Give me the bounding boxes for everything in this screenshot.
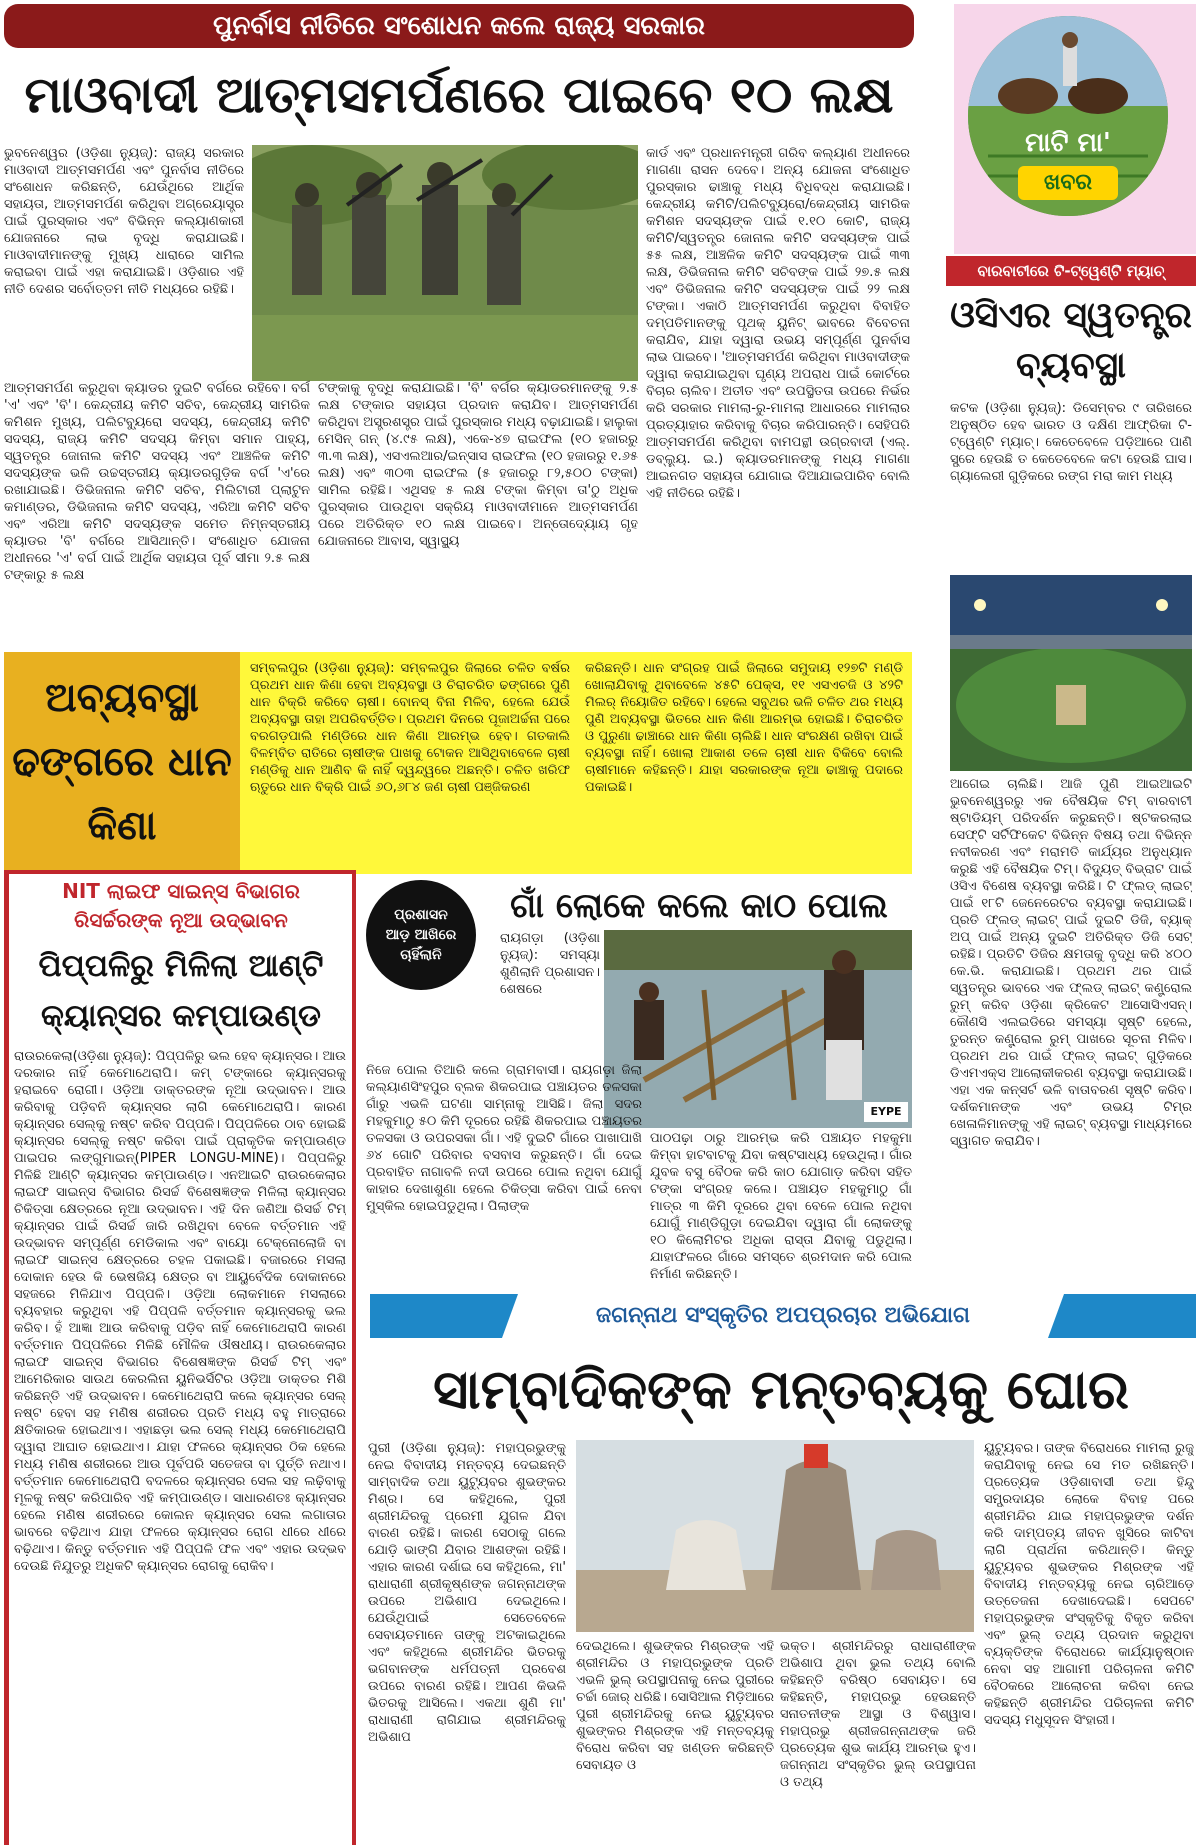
bridge-headline: ଗାଁ ଲୋକେ କଲେ କାଠ ପୋଲ: [510, 886, 888, 926]
nit-text: ରାଉରକେଲା(ଓଡ଼ିଶା ନ୍ୟୁଜ୍): ପିପ୍ପଳିରୁ ଭଲ ହେବ କ୍ୟାନ୍ସର। ଆଉ ଦରକାର ନାହିଁ କେମୋଥେରାପି। କମ୍ ଟଙ୍କାରେ କ୍ୟାନ୍ସରକୁ ହରାଇବେ ରୋଗୀ। ଓଡ଼ିଆ ଡାକ୍ତରଙ୍କ ନୂଆ ଉଦ୍ଭାବନ। ଆଉ କରିବାକୁ ପଡ଼ିବନି କ୍ୟାନ୍ସର ଲାଗି କେମୋଥେରାପି। କାରଣ କ୍ୟାନ୍ସର ସେଲ୍‌କୁ ନଷ୍ଟ କରିବ ପିପ୍ପଳି। ପିପ୍ପଳିରେ ଠାବ ହୋଇଛି କ୍ୟାନ୍ସର ସେଲ୍‌କୁ ନଷ୍ଟ କରିବା ପାଇଁ ପ୍ରାକୃତିକ କମ୍ପାଉଣ୍ଡ ପାଇପର ଲଙ୍ଗୁମାଇନ୍(PIPER LONGU-MINE)। ପିପ୍ପଳିରୁ ମିଳିଛି ଆଣ୍ଟି କ୍ୟାନ୍ସର କମ୍ପାଉଣ୍ଡ। ଏନଆଇଟି ରାଉରକେଲାର ଲାଇଫ ସାଇନ୍ସ ବିଭାଗର ରିସର୍ଚ୍ଚ ବିଶେଷଜ୍ଞଙ୍କ ମିଳିଲା କ୍ୟାନ୍ସର ଚିକିତ୍ସା କ୍ଷେତ୍ରରେ ନୂଆ ଉଦ୍ଭାବନ। ଏହି ଦିନ ଜଣିଆ ରିସର୍ଚ୍ଚ ଟିମ୍ କ୍ୟାନ୍ସର ପାଇଁ ରିସର୍ଚ୍ଚ ଜାରି ରଖିଥିବା ବେଳେ ବର୍ତ୍ତମାନ ଏହି ଉଦ୍ଭାବନ ସମ୍ପୂର୍ଣ୍ଣ ମେଡିକାଲ ଏବଂ ବାୟୋ ଟେକ୍ନୋଲୋଜି ବା ଲାଇଫ ସାଇନ୍ସ କ୍ଷେତ୍ରରେ ଚହଳ ପକାଇଛି। ବଜାରରେ ମସଲା ଦୋକାନ ହେଉ କି ଭେଷଜିୟ କ୍ଷେତ୍ର ବା ଆୟୁର୍ବେଦିକ ଦୋକାନରେ ସହଜରେ ମିଳିଯାଏ ପିପ୍ପଳି। ଓଡ଼ିଆ ଲୋକମାନେ ମସଲାରେ ବ୍ୟବହାର କରୁଥିବା ଏହି ପିପ୍ପଳି ବର୍ତ୍ତମାନ କ୍ୟାନ୍ସରକୁ ଭଲ କରିବ। ହଁ ଆଜ୍ଞା ଆଉ କରିବାକୁ ପଡ଼ିବ ନାହିଁ କେମୋଥେରାପି କାରଣ ବର୍ତ୍ତମାନ ପିପ୍ପଳିରେ ମିଳିଛି ମୌଳିକ ଔଷଧୀୟ। ରାଉରକେଲାର ଲାଇଫ ସାଇନ୍ସ ବିଭାଗର ବିଶେଷଜ୍ଞଙ୍କ ରିସର୍ଚ୍ଚ ଟିମ୍ ଏବଂ ଆମେରିକାର ସାଉଥ କେରଲିନା ୟୁନିଭର୍ସିଟିର ଓଡ଼ିଆ ଡାକ୍ତର ମିଶି କରିଛନ୍ତି ଏହି ଉଦ୍ଭାବନ। କେମୋଥେରାପି କଲେ କ୍ୟାନ୍ସର ସେଲ୍ ନଷ୍ଟ ହେବା ସହ ମଣିଷ ଶରୀରର ପ୍ରତି ମଧ୍ୟ ବହୁ ମାତ୍ରାରେ କ୍ଷତିକାରକ ହୋଇଥାଏ। ଏହାଛଡ଼ା ଭଲ ସେଲ୍ ମଧ୍ୟ କେମୋଥେରାପି ଦ୍ୱାରା ଆଘାତ ହୋଇଥାଏ। ଯାହା ଫଳରେ କ୍ୟାନ୍ସର ଠିକ ହେଲେ ମଧ୍ୟ ମଣିଷ ଶରୀରରେ ଆଉ ପୂର୍ବପରି ସତେଜତା ବା ପୁର୍ତ୍ତି ନଥାଏ। ବର୍ତ୍ତମାନ କେମୋଥେରାପି ବଦଳରେ କ୍ୟାନ୍ସର ସେଲ ସହ ଲଢ଼ିବାକୁ ମୂଳକୁ ନଷ୍ଟ କରିପାରିବ ଏହି କମ୍ପାଉଣ୍ଡ। ସାଧାରଣତଃ କ୍ୟାନ୍ସର ହେଲେ ମଣିଷ ଶରୀରରେ କୋଲନ କ୍ୟାନ୍ସର ସେଲ ଲଗାତାର ଭାବରେ ବଢ଼ିଥାଏ ଯାହା ଫଳରେ କ୍ୟାନ୍ସର ରୋଗ ଧୀରେ ଧୀରେ ବଢ଼ିଥାଏ। କିନ୍ତୁ ବର୍ତ୍ତମାନ ଏହି ପିପ୍ପଳି ଫଳ ଏବଂ ଏହାର ଉଦ୍ଭବ ଦେଉଛି ନିଯୁତରୁ ଅଧିକଟି କ୍ୟାନ୍ସର ରୋଗକୁ ରୋକିବ।: [14, 1049, 346, 1574]
top-col3-text: କାର୍ଡ ଏବଂ ପ୍ରଧାନମନ୍ତ୍ରୀ ଗରିବ କଲ୍ୟାଣ ଅଧୀନରେ ମାଗଣା ରାସନ ଦେବେ। ଅନ୍ୟ ଯୋଜନା ସଂଶୋଧିତ ପୁରସ୍କାର ଢାଞ୍ଚାକୁ ମଧ୍ୟ ବିଧିବଦ୍ଧ କରାଯାଇଛି। କେନ୍ଦ୍ରୀୟ କମିଟି/ପଲିଟବ୍ୟୁରୋ/କେନ୍ଦ୍ରୀୟ ସାମରିକ କମିଶନ ସଦସ୍ୟଙ୍କ ପାଇଁ ୧.୧୦ କୋଟି, ରାଜ୍ୟ କମିଟି/ସ୍ୱତନ୍ତ୍ର ଜୋନାଲ କମିଟି ସଦସ୍ୟଙ୍କ ପାଇଁ ୫୫ ଲକ୍ଷ, ଆଞ୍ଚଳିକ କମିଟି ସଦସ୍ୟଙ୍କ ପାଇଁ ୩୩ ଲକ୍ଷ, ଡିଭିଜନାଲ କମିଟି ସଚିବଙ୍କ ପାଇଁ ୨୭.୫ ଲକ୍ଷ ଏବଂ ଡିଭିଜନାଲ କମିଟି ସଦସ୍ୟଙ୍କ ପାଇଁ ୨୨ ଲକ୍ଷ ଟଙ୍କା। ଏକାଠି ଆତ୍ମସମର୍ପଣ କରୁଥିବା ବିବାହିତ ଦମ୍ପତିମାନଙ୍କୁ ପୃଥକ୍ ୟୁନିଟ୍ ଭାବରେ ବିବେଚନା କରାଯିବ, ଯାହା ଦ୍ୱାରା ଉଭୟ ସମ୍ପୂର୍ଣ୍ଣ ପୁନର୍ବାସ ଲାଭ ପାଇବେ। 'ଆତ୍ମସମର୍ପଣ କରିଥିବା ମାଓବାଦୀଙ୍କ ଦ୍ୱାରା କରାଯାଇଥିବା ଘୃଣ୍ୟ ଅପରାଧ ପାଇଁ କୋର୍ଟରେ ବିଚାର ଚାଲିବ। ଅତୀତ ଏବଂ ଉପସ୍ଥିତତା ଉପରେ ନିର୍ଭର କରି ସରକାର ମାମଲା-ରୁ-ମାମଲା ଆଧାରରେ ମାମଲାର ପ୍ରତ୍ୟାହାର କରିବାକୁ ବିଚାର କରିପାରନ୍ତି। ସେହିପରି ଆତ୍ମସମର୍ପଣ କରିଥିବା ବାମପନ୍ଥୀ ଉଗ୍ରବାଦୀ (ଏଲ୍. ଡବ୍ଲ୍ୟୁ. ଇ.) କ୍ୟାଡରମାନଙ୍କୁ ମଧ୍ୟ ମାଗଣା ଆଇନଗତ ସହାୟତା ଯୋଗାଇ ଦିଆଯାଇପାରିବ ବୋଲି ଏହି ନୀତିରେ ରହିଛି।: [646, 146, 910, 501]
stadium-photo: [950, 575, 1192, 771]
sidebar-text-2: ଆଗେଇ ଚାଲିଛି। ଆଜି ପୁଣି ଆଇଆଇଟି ଭୁବନେଶ୍ୱରରୁ ଏକ ବୈଷୟିକ ଟିମ୍ ବାରବାଟୀ ଷ୍ଟାଡିୟମ୍ ପରିଦର୍ଶନ କରୁଛନ୍ତି। ଷ୍ଟକରଲାଇ ସେଫ୍ଟି ସର୍ଟିଫିକେଟ ବିଭିନ୍ନ ବିଷୟ ତଥା ବିଭିନ୍ନ ନବୀକରଣ ଏବଂ ମରାମତି କାର୍ଯ୍ୟର ଅନୁଧ୍ୟାନ କରୁଛି ଏହି ବୈଷୟିକ ଟିମ୍। ବିଦ୍ୟୁତ୍ ବିଭ୍ରାଟ ପାଇଁ ଓସିଏ ବିଶେଷ ବ୍ୟବସ୍ଥା କରିଛି। ଟି ଫ୍ଲଡ୍ ଲାଇଟ୍ ପାଇଁ ୧୮ଟି ଜେନେରେଟର ବ୍ୟବସ୍ଥା କରାଯାଇଛି। ପ୍ରତି ଫ୍ଲଡ୍ ଲାଇଟ୍ ପାଇଁ ଦୁଇଟି ଡିଜି, ବ୍ୟାକ୍ ଅପ୍ ପାଇଁ ଅନ୍ୟ ଦୁଇଟି ଅତିରିକ୍ତ ଡିଜି ସେଟ୍ ରହିଛି। ପ୍ରତିଟି ଡିଜିର କ୍ଷମତାକୁ ବୃଦ୍ଧି କରି ୪୦୦ କେ.ଭି. କରାଯାଇଛି। ପ୍ରଥମ ଥର ପାଇଁ ସ୍ୱତନ୍ତ୍ର ଭାବରେ ଏକ ଫ୍ଲଡ୍ ଲାଇଟ୍ କଣ୍ଟ୍ରୋଲ ରୁମ୍ କରିବ ଓଡ଼ିଶା କ୍ରିକେଟ ଆସୋସିଏସନ୍। କୌଣସି ଏଲଇଡିରେ ସମସ୍ୟା ସୃଷ୍ଟି ହେଲେ, ତୁରନ୍ତ କଣ୍ଟ୍ରୋଲ ରୁମ୍ ପାଖରେ ସୂଚନା ମିଳିବ। ପ୍ରଥମ ଥର ପାଇଁ ଫ୍ଲଡ୍ ଲାଇଟ୍ ଗୁଡ଼ିକରେ ଡିଏମଏକ୍ସ ଆଲୋକୀକରଣ ବ୍ୟବସ୍ଥା କରାଯାଉଛି। ଏହା ଏକ କନ୍ସର୍ଟ ଭଳି ବାତାବରଣ ସୃଷ୍ଟି କରିବ। ଦର୍ଶକମାନଙ୍କ ଏବଂ ଉଭୟ ଟିମ୍‌ର ଖେଳାଳିମାନଙ୍କୁ ଏହି ଲାଇଟ୍ ବ୍ୟବସ୍ଥା ମାଧ୍ୟମରେ ସ୍ୱାଗତ କରାଯିବ।: [950, 777, 1192, 1149]
logo-sub: ଖବର: [1018, 166, 1118, 200]
nit-left-rule: [4, 870, 9, 1845]
soldiers-illustration: [252, 145, 638, 381]
top-headline: ମାଓବାଦୀ ଆତ୍ମସମର୍ପଣରେ ପାଇବେ ୧୦ ଲକ୍ଷ: [24, 66, 894, 124]
paddy-headline: ଅବ୍ୟବସ୍ଥା ଢଙ୍ଗରେ ଧାନ କିଣା: [12, 675, 232, 849]
logo-panel: [954, 4, 1196, 254]
bridge-text-1: ନିଜେ ପୋଲ ତିଆରି କଲେ ଗ୍ରାମବାସୀ। ରାୟଗଡ଼ା ଜିଲା କଲ୍ୟାଣସିଂହପୁର ବ୍ଲକ ଶିକରପାଇ ପଞ୍ଚାୟତର ତଳସକା ଗାଁରୁ ଏଭଳି ଘଟଣା ସାମ୍ନାକୁ ଆସିଛି। ଜିଲା ସଦର ମହକୁମାଠୁ ୫୦ କିମି ଦୂରରେ ରହିଛି ଶିକରପାଇ ପଞ୍ଚାୟତର ତଳସକା ଓ ଉପରସକା ଗାଁ। ଏହି ଦୁଇଟି ଗାଁରେ ପାଖାପାଖି ୬୪ ଗୋଟି ପରିବାର ବସବାସ କରୁଛନ୍ତି। ଗାଁ ଦେଇ ପ୍ରବାହିତ ନାଗାବଳି ନଦୀ ଉପରେ ପୋଲ ନଥିବା ଯୋଗୁଁ କାହାର ଦେଖାଶୁଣା ହେଲେ ଚିକିତ୍ସା କରିବା ପାଇଁ ନେବା ମୁସ୍କିଲ ହୋଇପଡୁଥିଲା। ପିଲାଙ୍କ: [366, 1063, 642, 1214]
temple-illustration: [576, 1440, 974, 1632]
jagannath-text-4: ୟୁଟ୍ୟୁବର। ତାଙ୍କ ବିରୋଧରେ ମାମଲା ରୁଜୁ କରାଯିବାକୁ ନେଇ ସେ ମତ ରଖିଛନ୍ତି। ପ୍ରତ୍ୟେକ ଓଡ଼ିଶାବାସୀ ତଥା ହିନ୍ଦୁ ସମ୍ପ୍ରଦାୟର ଲୋକେ ବିବାହ ପରେ ଶ୍ରୀମନ୍ଦିର ଯାଇ ମହାପ୍ରଭୁଙ୍କ ଦର୍ଶନ କରି ଦାମ୍ପତ୍ୟ ଜୀବନ ଖୁସିରେ କାଟିବା ଲାଗି ପ୍ରାର୍ଥନା କରିଥାନ୍ତି। କିନ୍ତୁ ୟୁଟ୍ୟୁବର ଶୁଭଙ୍କର ମିଶ୍ରଙ୍କ ଏହି ବିବାଦୀୟ ମନ୍ତବ୍ୟକୁ ନେଇ ଚାରିଆଡ଼େ ଉତ୍ତେଜନା ଦେଖାଦେଇଛି। ସେପଟେ ମହାପ୍ରଭୁଙ୍କ ସଂସ୍କୃତିକୁ ବିକୃତ କରିବା ଏବଂ ଭୁଲ୍ ତଥ୍ୟ ପ୍ରଦାନ କରୁଥିବା ବ୍ୟକ୍ତିଙ୍କ ବିରୋଧରେ କାର୍ଯ୍ୟାନୁଷ୍ଠାନ ନେବା ସହ ଆଗାମୀ ପରିଚାଳନା କମିଟି ବୈଠକରେ ଆଲୋଚନା କରିବା ନେଇ କହିଛନ୍ତି ଶ୍ରୀମନ୍ଦିର ପରିଚାଳନା କମିଟି ସଦସ୍ୟ ମଧୁସୂଦନ ସିଂହାରୀ।: [984, 1441, 1194, 1728]
logo-text: ମାଟି ମା': [1025, 128, 1111, 158]
logo-circle: [968, 16, 1168, 216]
sidebar-kicker: ବାରବାଟୀରେ ଟି-ଟ୍ୱେଣ୍ଟି ମ୍ୟାଚ୍: [946, 256, 1196, 286]
jagannath-kicker: ଜଗନ୍ନାଥ ସଂସ୍କୃତିର ଅପପ୍ରଚାର ଅଭିଯୋଗ: [596, 1303, 970, 1328]
nit-kicker-1: NIT ଲାଇଫ ସାଇନ୍ସ ବିଭାଗର: [62, 879, 300, 903]
top-col2-text: ଟଙ୍କାକୁ ବୃଦ୍ଧି କରାଯାଇଛି। 'ବି' ବର୍ଗର କ୍ୟାଡରମାନଙ୍କୁ ୨.୫ ଲକ୍ଷ ଟଙ୍କାର ସହାୟତା ପ୍ରଦାନ କରାଯିବ। ଆତ୍ମସମର୍ପଣ କରିଥିବା ଅସ୍ତ୍ରଶସ୍ତ୍ର ପାଇଁ ପୁରସ୍କାର ମଧ୍ୟ ବଢ଼ାଯାଇଛି। ହାଲୁକା ମେସିନ୍ ଗନ୍ (୪.୯୫ ଲକ୍ଷ), ଏକେ-୪୭ ରାଇଫଲ (୧୦ ହଜାରରୁ ୩.୩ ଲକ୍ଷ), ଏସଏଲଆର/ଇନ୍ସାସ ରାଇଫଲ (୧୦ ହଜାରରୁ ୧.୬୫ ଲକ୍ଷ) ଏବଂ ୩୦୩ ରାଇଫଲ (୫ ହଜାରରୁ ୮୨,୫୦୦ ଟଙ୍କା) ସାମିଲ ରହିଛି। ଏଥିସହ ୫ ଲକ୍ଷ ଟଙ୍କା କିମ୍ବା ତା'ଠୁ ଅଧିକ ପୁରସ୍କାର ପାଉଥିବା ସକ୍ରିୟ ମାଓବାଦୀମାନେ ଆତ୍ମସମର୍ପଣ ପରେ ଅତିରିକ୍ତ ୧୦ ଲକ୍ଷ ପାଇବେ। ଅନ୍ତୋଦ୍ୟୋୟ ଗୃହ ଯୋଜନାରେ ଆବାସ, ସ୍ୱାସ୍ଥ୍ୟ: [318, 381, 638, 549]
top-col1-text: ଭୁବନେଶ୍ୱର (ଓଡ଼ିଶା ନ୍ୟୁଜ୍): ରାଜ୍ୟ ସରକାର ମାଓବାଦୀ ଆତ୍ମସମର୍ପଣ ଏବଂ ପୁନର୍ବାସ ନୀତିରେ ସଂଶୋଧନ କରିଛନ୍ତି, ଯେଉଁଥିରେ ଆର୍ଥିକ ସହାୟତା, ଆତ୍ମସମର୍ପଣ କରିଥିବା ଅଗ୍ରେୟାସ୍ତ୍ର ପାଇଁ ପୁରସ୍କାର ଏବଂ ବିଭିନ୍ନ କଲ୍ୟାଣକାରୀ ଯୋଜନାରେ ଲାଭ ବୃଦ୍ଧି କରାଯାଇଛି। ମାଓବାଦୀମାନଙ୍କୁ ମୁଖ୍ୟ ଧାରାରେ ସାମିଲ କରାଇବା ପାଇଁ ଏହା କରାଯାଇଛି। ଓଡ଼ିଶାର ଏହି ନୀତି ଦେଶର ସର୍ବୋତ୍ତମ ନୀତି ମଧ୍ୟରେ ରହିଛି।: [4, 146, 244, 297]
paddy-text-1: ସମ୍ବଲପୁର (ଓଡ଼ିଶା ନ୍ୟୁଜ୍): ସମ୍ବଲପୁର ଜିଲାରେ ଚଳିତ ବର୍ଷର ପ୍ରଥମ ଧାନ କିଣା ହେବା ଅବ୍ୟବସ୍ଥା ଓ ଚିରାଚରିତ ଢଙ୍ଗରେ ପୁଣି ଧାନ ବିକ୍ରି କରିବେ ଚାଷୀ। ବୋନସ୍ ବିନା ମିଳିବ, ହେଲେ ଯେଉଁ ଅବ୍ୟବସ୍ଥା ତାହା ଅପରିବର୍ତ୍ତିତ। ପ୍ରଥମ ଦିନରେ ପୂଜାଅର୍ଚ୍ଚନା ପରେ ବରଗଡ଼ପାଲି ମଣ୍ଡିରେ ଧାନ କିଣା ଆରମ୍ଭ ହେବ। ଗତକାଲି ବିଳମ୍ବିତ ରାତିରେ ଚାଷୀଙ୍କ ପାଖକୁ ଟୋକନ ଆସିଥିବାବେଳେ ଚାଷୀ ମଣ୍ଡିକୁ ଧାନ ଆଣିବ କି ନାହିଁ ଦ୍ୱନ୍ଦ୍ୱରେ ଅଛନ୍ତି। ଚଳିତ ଖରିଫ ଋତୁରେ ଧାନ ବିକ୍ରି ପାଇଁ ୬୦,୬୮୪ ଜଣ ଚାଷୀ ପଞ୍ଜିକରଣ: [250, 661, 570, 795]
bridge-photo-tag: EYPE: [864, 1102, 908, 1122]
maoist-photo: [252, 145, 638, 381]
stadium-illustration: [950, 575, 1192, 771]
bridge-badge: ପ୍ରଶାସନ ଆଡ଼ ଆଖିରେ ଚାହିଁଲାନି: [366, 880, 476, 990]
bridge-text-side: ରାୟଗଡ଼ା (ଓଡ଼ିଶା ନ୍ୟୁଜ୍): ସମସ୍ୟା ଶୁଣିଲାନି ପ୍ରଶାସନ। ଶେଷରେ: [500, 931, 600, 997]
top-col1b-text: ଆତ୍ମସମର୍ପଣ କରୁଥିବା କ୍ୟାଡର ଦୁଇଟି ବର୍ଗରେ ରହିବେ। ବର୍ଗ 'ଏ' ଏବଂ 'ବି'। କେନ୍ଦ୍ରୀୟ କମିଟି ସଚିବ, କେନ୍ଦ୍ରୀୟ ସାମରିକ କମିଶନ ମୁଖ୍ୟ, ପଲିଟବ୍ୟୁରୋ ସଦସ୍ୟ, କେନ୍ଦ୍ରୀୟ କମିଟି ସଦସ୍ୟ, ରାଜ୍ୟ କମିଟି ସଦସ୍ୟ କିମ୍ବା ସମାନ ପାହ୍ୟ, ସ୍ୱତନ୍ତ୍ର ଜୋନାଲ କମିଟି ସଦସ୍ୟ ଏବଂ ଆଞ୍ଚଳିକ କମିଟି ସଦସ୍ୟଙ୍କ ଭଳି ଉଚ୍ଚସ୍ତରୀୟ କ୍ୟାଡରଗୁଡ଼ିକ ବର୍ଗ 'ଏ'ରେ ରଖାଯାଇଛି। ଡିଭିଜନାଲ କମିଟି ସଚିବ, ମିଲିଟାରୀ ପ୍ଲାଟୁନ କମାଣ୍ଡର, ଡିଭିଜନାଲ କମିଟି ସଦସ୍ୟ, ଏରିଆ କମିଟି ସଚିବ ଏବଂ ଏରିଆ କମିଟି ସଦସ୍ୟଙ୍କ ସମେତ ନିମ୍ନସ୍ତରୀୟ କ୍ୟାଡର 'ବି' ବର୍ଗରେ ଆସିଥାନ୍ତି। ସଂଶୋଧିତ ଯୋଜନା ଅଧୀନରେ 'ଏ' ବର୍ଗ ପାଇଁ ଆର୍ଥିକ ସହାୟତା ପୂର୍ବ ସୀମା ୨.୫ ଲକ୍ଷ ଟଙ୍କାରୁ ୫ ଲକ୍ଷ: [4, 381, 310, 583]
nit-headline-2: କ୍ୟାନ୍ସର କମ୍ପାଉଣ୍ଡ: [41, 998, 321, 1034]
paddy-headline-box: [4, 652, 240, 874]
jagannath-text-2: ଦେଇଥିଲେ। ଶୁଭଙ୍କର ମିଶ୍ରଙ୍କ ଏହି ଶ୍ରୀମନ୍ଦିର ଓ ମହାପ୍ରଭୁଙ୍କ ପ୍ରତି ଏଭଳି ଭୁଲ୍ ଉପସ୍ଥାପନାକୁ ନେଇ ପୁରୀରେ ଚର୍ଚ୍ଚା ଜୋର୍ ଧରିଛି। ସୋସିଆଲ ମିଡ଼ିଆରେ ପୁରୀ ଶ୍ରୀମନ୍ଦିରକୁ ନେଇ ୟୁଟ୍ୟୁବର ଶୁଭଙ୍କର ମିଶ୍ରଙ୍କ ଏହି ମନ୍ତବ୍ୟକୁ ବିରୋଧ କରିବା ସହ ଖଣ୍ଡନ କରିଛନ୍ତି ସେବାୟତ ଓ: [576, 1639, 774, 1773]
nit-top-rule: [4, 870, 354, 874]
top-kicker: ପୁନର୍ବାସ ନୀତିରେ ସଂଶୋଧନ କଲେ ରାଜ୍ୟ ସରକାର: [4, 4, 914, 48]
sidebar-headline-2: ବ୍ୟବସ୍ଥା: [1016, 345, 1126, 386]
jagannath-kicker-band: [370, 1294, 1196, 1338]
sidebar-headline-1: ଓସିଏର ସ୍ୱତନ୍ତ୍ର: [950, 295, 1192, 336]
sidebar-text-1: କଟକ (ଓଡ଼ିଶା ନ୍ୟୁଜ୍): ଡିସେମ୍ବର ୯ ତାରିଖରେ ଅନୁଷ୍ଠିତ ହେବ ଭାରତ ଓ ଦକ୍ଷିଣ ଆଫ୍ରିକା ଟି-ଟ୍ୱେଣ୍ଟି ମ୍ୟାଚ୍। କେତେବେଳେ ପଡ଼ିଆରେ ପାଣି ସ୍ପ୍ରେ ହେଉଛି ତ କେତେବେଳେ କଟା ହେଉଛି ଘାସ। ଗ୍ୟାଲେରୀ ଗୁଡ଼ିକରେ ରଙ୍ଗ ମରା କାମ ମଧ୍ୟ: [950, 401, 1192, 484]
paddy-text-box: [240, 652, 912, 874]
nit-right-rule: [352, 870, 356, 1845]
temple-photo: [576, 1440, 974, 1632]
nit-headline-1: ପିପ୍ପଳିରୁ ମିଳିଲା ଆଣ୍ଟି: [38, 948, 324, 984]
jagannath-text-3: ଭକ୍ତ। ଶ୍ରୀମନ୍ଦିରରୁ ରାଧାରାଣୀଙ୍କ ଅଭିଶାପ ଥିବା ଭୁଲ ତଥ୍ୟ ବୋଲି କହିଛନ୍ତି ବରିଷ୍ଠ ସେବାୟତ। ସେ କହିଛନ୍ତି, ମହାପ୍ରଭୁ ହେଉଛନ୍ତି ସନାତନୀଙ୍କ ଆସ୍ଥା ଓ ବିଶ୍ୱାସ। ମହାପ୍ରଭୁ ଶ୍ରୀଜଗନ୍ନାଥଙ୍କ ଜରି ପ୍ରତ୍ୟେକ ଶୁଭ କାର୍ଯ୍ୟ ଆରମ୍ଭ ହୁଏ। ଜଗନ୍ନାଥ ସଂସ୍କୃତିର ଭୁଲ୍ ଉପସ୍ଥାପନା ଓ ତଥ୍ୟ: [780, 1639, 976, 1790]
jagannath-text-1: ପୁରୀ (ଓଡ଼ିଶା ନ୍ୟୁଜ୍): ମହାପ୍ରଭୁଙ୍କୁ ନେଇ ବିବାଦୀୟ ମନ୍ତବ୍ୟ ଦେଇଛନ୍ତି ସାମ୍ବାଦିକ ତଥା ୟୁଟ୍ୟୁବର ଶୁଭଙ୍କର ମିଶ୍ର। ସେ କହିଥିଲେ, ପୁରୀ ଶ୍ରୀମନ୍ଦିରକୁ ପ୍ରେମୀ ଯୁଗଳ ଯିବା ବାରଣ ରହିଛି। କାରଣ ସେଠାକୁ ଗଲେ ଯୋଡ଼ି ଭାଙ୍ଗି ଯିବାର ଆଶଙ୍କା ରହିଛି। ଏହାର କାରଣ ଦର୍ଶାଇ ସେ କହିଥିଲେ, ମା' ରାଧାରାଣୀ ଶ୍ରୀକୃଷ୍ଣଙ୍କ ଜଗନ୍ନାଥଙ୍କ ଉପରେ ଅଭିଶାପ ଦେଇଥିଲେ। ଯେଉଁଥିପାଇଁ ସେତେବେଳେ ସେବାୟତମାନେ ତାଙ୍କୁ ଅଟକାଇଥିଲେ ଏବଂ କହିଥିଲେ ଶ୍ରୀମନ୍ଦିର ଭିତରକୁ ଭଗବାନଙ୍କ ଧର୍ମପତ୍ନୀ ପ୍ରବେଶ ଉପରେ ବାରଣ ରହିଛି। ଆପଣ କିଭଳି ଭିତରକୁ ଆସିଲେ। ଏକଥା ଶୁଣି ମା' ରାଧାରାଣୀ ରାଗିଯାଇ ଶ୍ରୀମନ୍ଦିରକୁ ଅଭିଶାପ: [368, 1441, 566, 1745]
nit-kicker-2: ରିସର୍ଚ୍ଚରଙ୍କ ନୂଆ ଉଦ୍ଭାବନ: [74, 908, 288, 932]
wooden-bridge-illustration: [604, 930, 912, 1128]
bridge-photo: [604, 930, 912, 1128]
paddy-text-2: କରିଛନ୍ତି। ଧାନ ସଂଗ୍ରହ ପାଇଁ ଜିଲାରେ ସମୁଦାୟ ୧୨୭ଟି ମଣ୍ଡି ଖୋଲାଯିବାକୁ ଥିବାବେଳେ ୪୫ଟି ପେକ୍ସ, ୧୧ ଏସଏଚଜି ଓ ୪୨ଟି ମିଲର୍ ନିୟୋଜିତ ରହିବେ। ହେଲେ ସବୁଥର ଭଳି ଚଳିତ ଥର ମଧ୍ୟ ପୁଣି ଅବ୍ୟବସ୍ଥା ଭିତରେ ଧାନ କିଣା ଆରମ୍ଭ ହୋଇଛି। ଚିରାଚରିତ ଓ ପୁରୁଣା ଢାଞ୍ଚାରେ ଧାନ କିଣା ଚାଲିଛି। ଧାନ ସଂରକ୍ଷଣ ରଖିବା ପାଇଁ ବ୍ୟବସ୍ଥା ନାହିଁ। ଖୋଲା ଆକାଶ ତଳେ ଚାଷୀ ଧାନ ବିକିବେ ବୋଲି ଚାଷୀମାନେ କହିଛନ୍ତି। ଯାହା ସରକାରଙ୍କ ନୂଆ ଢାଞ୍ଚାକୁ ପଦାରେ ପକାଇଛି।: [585, 661, 903, 795]
jagannath-headline: ସାମ୍ବାଦିକଙ୍କ ମନ୍ତବ୍ୟକୁ ଘୋର: [433, 1358, 1129, 1421]
bridge-text-2: ପାଠପଢ଼ା ଠାରୁ ଆରମ୍ଭ କରି ପଞ୍ଚାୟତ ମହକୁମା କିମ୍ବା ହାଟବାଟକୁ ଯିବା କଷ୍ଟସାଧ୍ୟ ହେଉଥିଲା। ଗାଁର ଯୁବକ ବସୁ ବୈଠକ କରି କାଠ ଯୋଗାଡ଼ କରିବା ସହିତ ଟଙ୍କା ସଂଗ୍ରହ କଲେ। ପଞ୍ଚାୟତ ମହକୁମାଠୁ ଗାଁ ମାତ୍ର ୩ କିମି ଦୂରରେ ଥିବା ବେଳେ ପୋଲ ନଥିବା ଯୋଗୁଁ ମାଣ୍ଡିଗୁଡ଼ା ଦେଇଯିବା ଦ୍ୱାରା ଗାଁ ଲୋକଙ୍କୁ ୧୦ କିଲୋମିଟର ଅଧିକା ରାସ୍ତା ଯିବାକୁ ପଡୁଥିଲା। ଯାହାଫଳରେ ଗାଁରେ ସମସ୍ତେ ଶ୍ରମଦାନ କରି ପୋଲ ନିର୍ମାଣ କରିଛନ୍ତି।: [650, 1131, 912, 1282]
